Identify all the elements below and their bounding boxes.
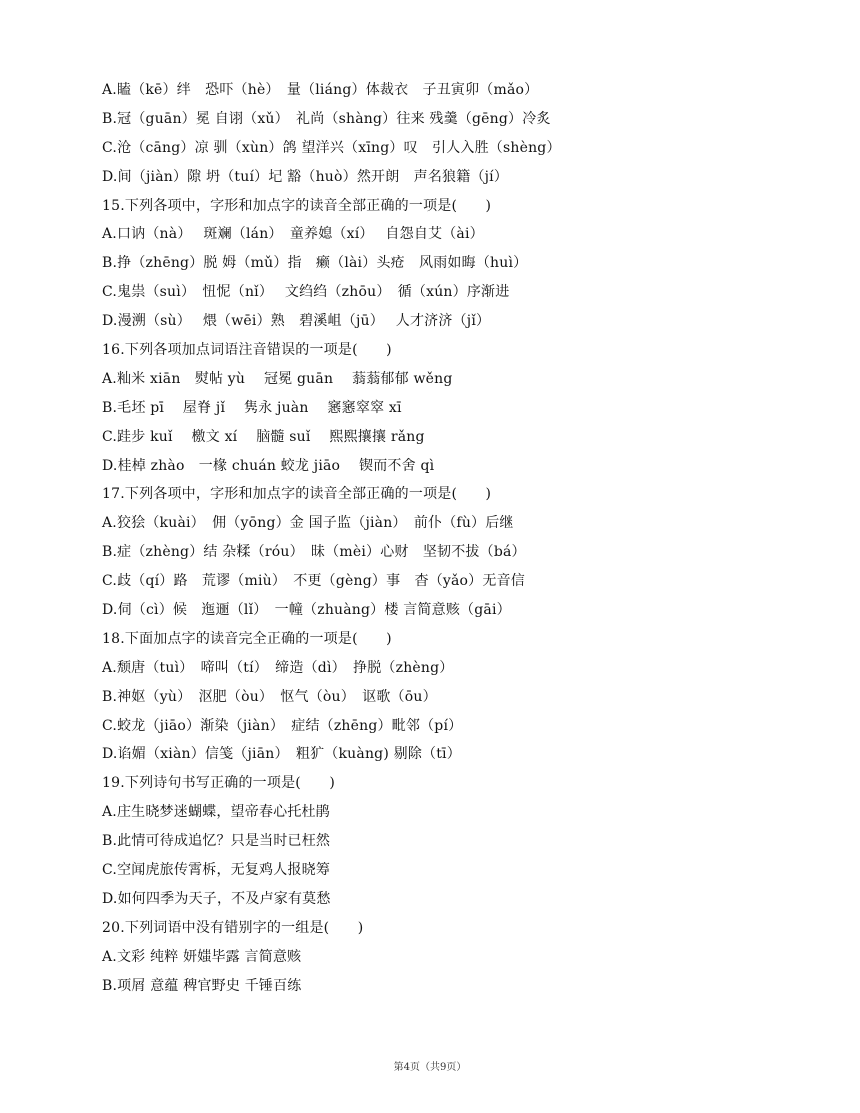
text-line: C.空闻虎旅传霄柝，无复鸡人报晓筹 — [102, 862, 331, 879]
text-line: 20.下列词语中没有错别字的一组是( ) — [102, 919, 364, 936]
text-line: A.瞌（kē）绊 恐吓（hè） 量（liáng）体裁衣 子丑寅卯（mǎo） — [102, 82, 539, 98]
text-line: B.神妪（yù） 沤肥（òu） 怄气（òu） 讴歌（ōu） — [102, 688, 437, 705]
text-line: D.桂棹 zhào 一椽 chuán 蛟龙 jiāo 锲而不舍 qì — [102, 457, 435, 474]
text-line: B.毛坯 pī 屋脊 jǐ 隽永 juàn 窸窸窣窣 xī — [102, 399, 402, 416]
text-line: 17.下列各项中，字形和加点字的读音全部正确的一项是( ) — [102, 486, 492, 503]
text-line: B.冠（guān）冕 自诩（xǔ） 礼尚（shàng）往来 残羹（gēng）冷炙 — [102, 110, 551, 127]
text-line: D.间（jiàn）隙 坍（tuí）圮 豁（huò）然开朗 声名狼籍（jí） — [102, 168, 509, 185]
text-line: 16.下列各项加点词语注音错误的一项是( ) — [102, 342, 392, 359]
text-line: A.庄生晓梦迷蝴蝶，望帝春心托杜鹃 — [102, 804, 330, 821]
text-line: B.挣（zhēng）脱 姆（mǔ）指 癞（lài）头疮 风雨如晦（huì） — [102, 255, 528, 272]
page-footer: 第4页（共9页） — [393, 1062, 467, 1073]
text-line: C.鬼祟（suì） 忸怩（nǐ） 文绉绉（zhōu） 循（xún）序渐进 — [102, 284, 510, 301]
text-line: B.症（zhèng）结 杂糅（róu） 昧（mèi）心财 坚韧不拔（bá） — [102, 544, 526, 561]
text-line: C.跬步 kuǐ 檄文 xí 脑髓 suǐ 熙熙攘攘 rǎng — [102, 428, 425, 445]
text-line: A.文彩 纯粹 妍媸毕露 言简意赅 — [102, 948, 302, 965]
text-line: D.伺（cì）候 迤逦（lǐ） 一幢（zhuàng）楼 言简意赅（gāi） — [102, 602, 511, 619]
text-line: A.颓唐（tuì） 啼叫（tí） 缔造（dì） 挣脱（zhèng） — [102, 659, 454, 676]
text-line: B.项屑 意蕴 稗官野史 千锤百练 — [102, 977, 302, 994]
text-line: C.歧（qí）路 荒谬（miù） 不更（gèng）事 杳（yǎo）无音信 — [102, 573, 525, 590]
text-line: D.谄媚（xiàn）信笺（jiān） 粗犷（kuàng) 剔除（tī） — [102, 746, 461, 763]
question-content — [102, 76, 822, 1001]
text-line: A.籼米 xiān 熨帖 yù 冠冕 guān 蓊蓊郁郁 wěng — [102, 370, 453, 387]
text-line: B.此情可待成追忆？只是当时已枉然 — [102, 833, 331, 850]
text-line: A.狡狯（kuài） 佣（yōng）金 国子监（jiàn） 前仆（fù）后继 — [102, 515, 514, 532]
text-line: 18.下面加点字的读音完全正确的一项是( ) — [102, 630, 392, 647]
text-line: D.如何四季为天子，不及卢家有莫愁 — [102, 890, 331, 907]
text-line: D.漫溯（sù） 煨（wēi）熟 碧溪岨（jū） 人才济济（jǐ） — [102, 313, 491, 330]
text-line: C.蛟龙（jiāo）渐染（jiàn） 症结（zhēng）毗邻（pí） — [102, 717, 463, 734]
text-line: 15.下列各项中，字形和加点字的读音全部正确的一项是( ) — [102, 197, 492, 214]
text-line: A.口讷（nà） 斑斓（lán） 童养媳（xí） 自怨自艾（ài） — [102, 226, 484, 243]
text-line: C.沧（cāng）凉 驯（xùn）鸽 望洋兴（xīng）叹 引人入胜（shèng） — [102, 139, 561, 156]
text-line: 19.下列诗句书写正确的一项是( ) — [102, 775, 335, 792]
